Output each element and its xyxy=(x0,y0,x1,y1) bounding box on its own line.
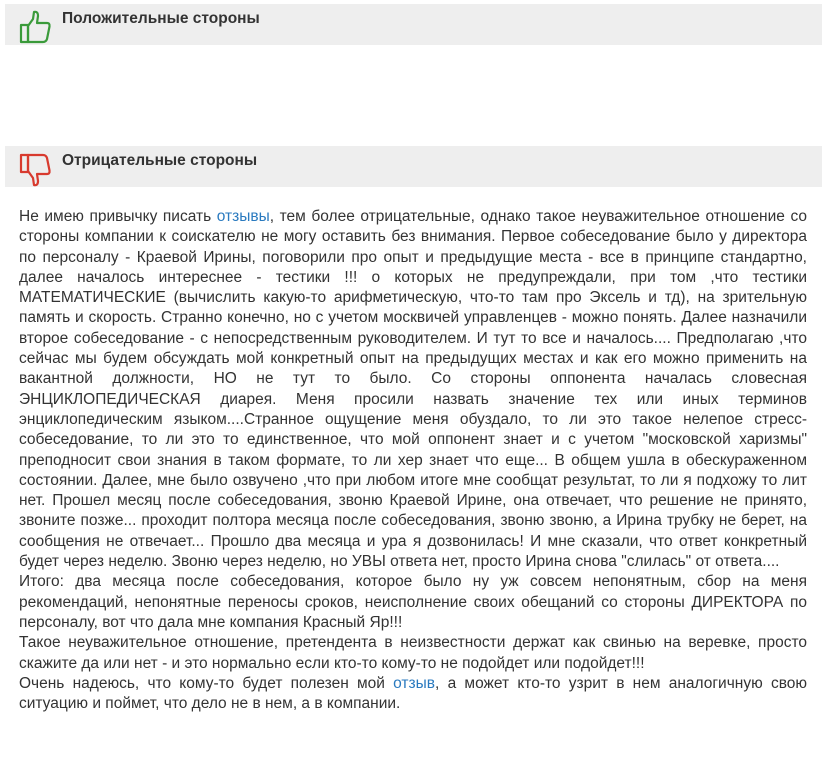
reviews-link[interactable]: отзывы xyxy=(216,208,270,225)
review-text xyxy=(19,207,807,714)
negative-section-title: Отрицательные стороны xyxy=(62,152,258,169)
review-paragraph: Такое неуважительное отношение, претендента в неизвестности держат как свинью на веревке, просто скажите да или нет - и это нормально если кто-то кому-то не подойдет или подойдет!!! xyxy=(19,634,807,672)
review-link[interactable]: отзыв xyxy=(393,674,436,692)
review-paragraph: Итого: два месяца после собеседования, которое было ну уж совсем непонятным, сбор на меня рекомендаций, непонятные переносы сроков, неисполнение своих обещаний со стороны ДИРЕКТОРА по персоналу, вот что дала мне компания Красный Яр!!! xyxy=(19,573,807,631)
positive-section-title: Положительные стороны xyxy=(62,10,260,27)
thumbs-down-icon xyxy=(18,152,54,188)
review-paragraph: Очень надеюсь, что кому-то будет полезен мой отзыв, а может кто-то узрит в нем аналогичную свою ситуацию и поймет, что дело не в нем, а в компании. xyxy=(19,674,807,713)
negative-section-header xyxy=(5,146,822,187)
review-paragraph: Не имею привычку писать отзывы, тем более отрицательные, однако такое неуважительное отношение со стороны компании к соискателю не могу оставить без внимания. Первое собеседование было у директора по персоналу - Краевой Ирины, поговорили про опыт и предыдущие места - все в принципе стандартно, далее началось интереснее - тестики !!! о которых не предупреждали, при том ,что тестики МАТЕМАТИЧЕСКИЕ (вычислить какую-то арифметическую, что-то там про Эксель и тд), на зрительную память и скорость. Странно конечно, но с учетом москвичей управленцев - можно понять. Далее назначили второе собеседование - с непосредственным руководителем. И тут то все и началось.... Предполагаю ,что сейчас мы будем обсуждать мой конкретный опыт на предыдущих местах и как его можно применить на вакантной должности, НО не тут то было. Со стороны оппонента началась словесная ЭНЦИКЛОПЕДИЧЕСКАЯ диарея. Меня просили назвать значение тех или иных терминов энциклопедическим языком....Странное ощущение меня обуздало, то ли это такое нелепое стресс-собеседование, то ли это то единственное, что мой оппонент знает и с учетом "московской харизмы" преподносит свои знания в таком формате, то ли хер знает что еще... В общем ушла в обескураженном состоянии. Далее, мне было озвучено ,что при любом итоге мне сообщат результат, то ли я подхожу то лит нет. Прошел месяц после собеседования, звоню Краевой Ирине, она отвечает, что решение не принято, звоните позже... проходит полтора месяца после собеседования, звоню звоню, а Ирина трубку не берет, на сообщения не отвечает... Прошло два месяца и ура я дозвонилась! И мне сказали, что ответ конкретный будет через неделю. Звоню через неделю, но УВЫ ответа нет, просто Ирина снова "слилась" от ответа.... xyxy=(19,208,808,571)
thumbs-up-icon xyxy=(18,10,54,46)
positive-section-header xyxy=(5,4,822,45)
